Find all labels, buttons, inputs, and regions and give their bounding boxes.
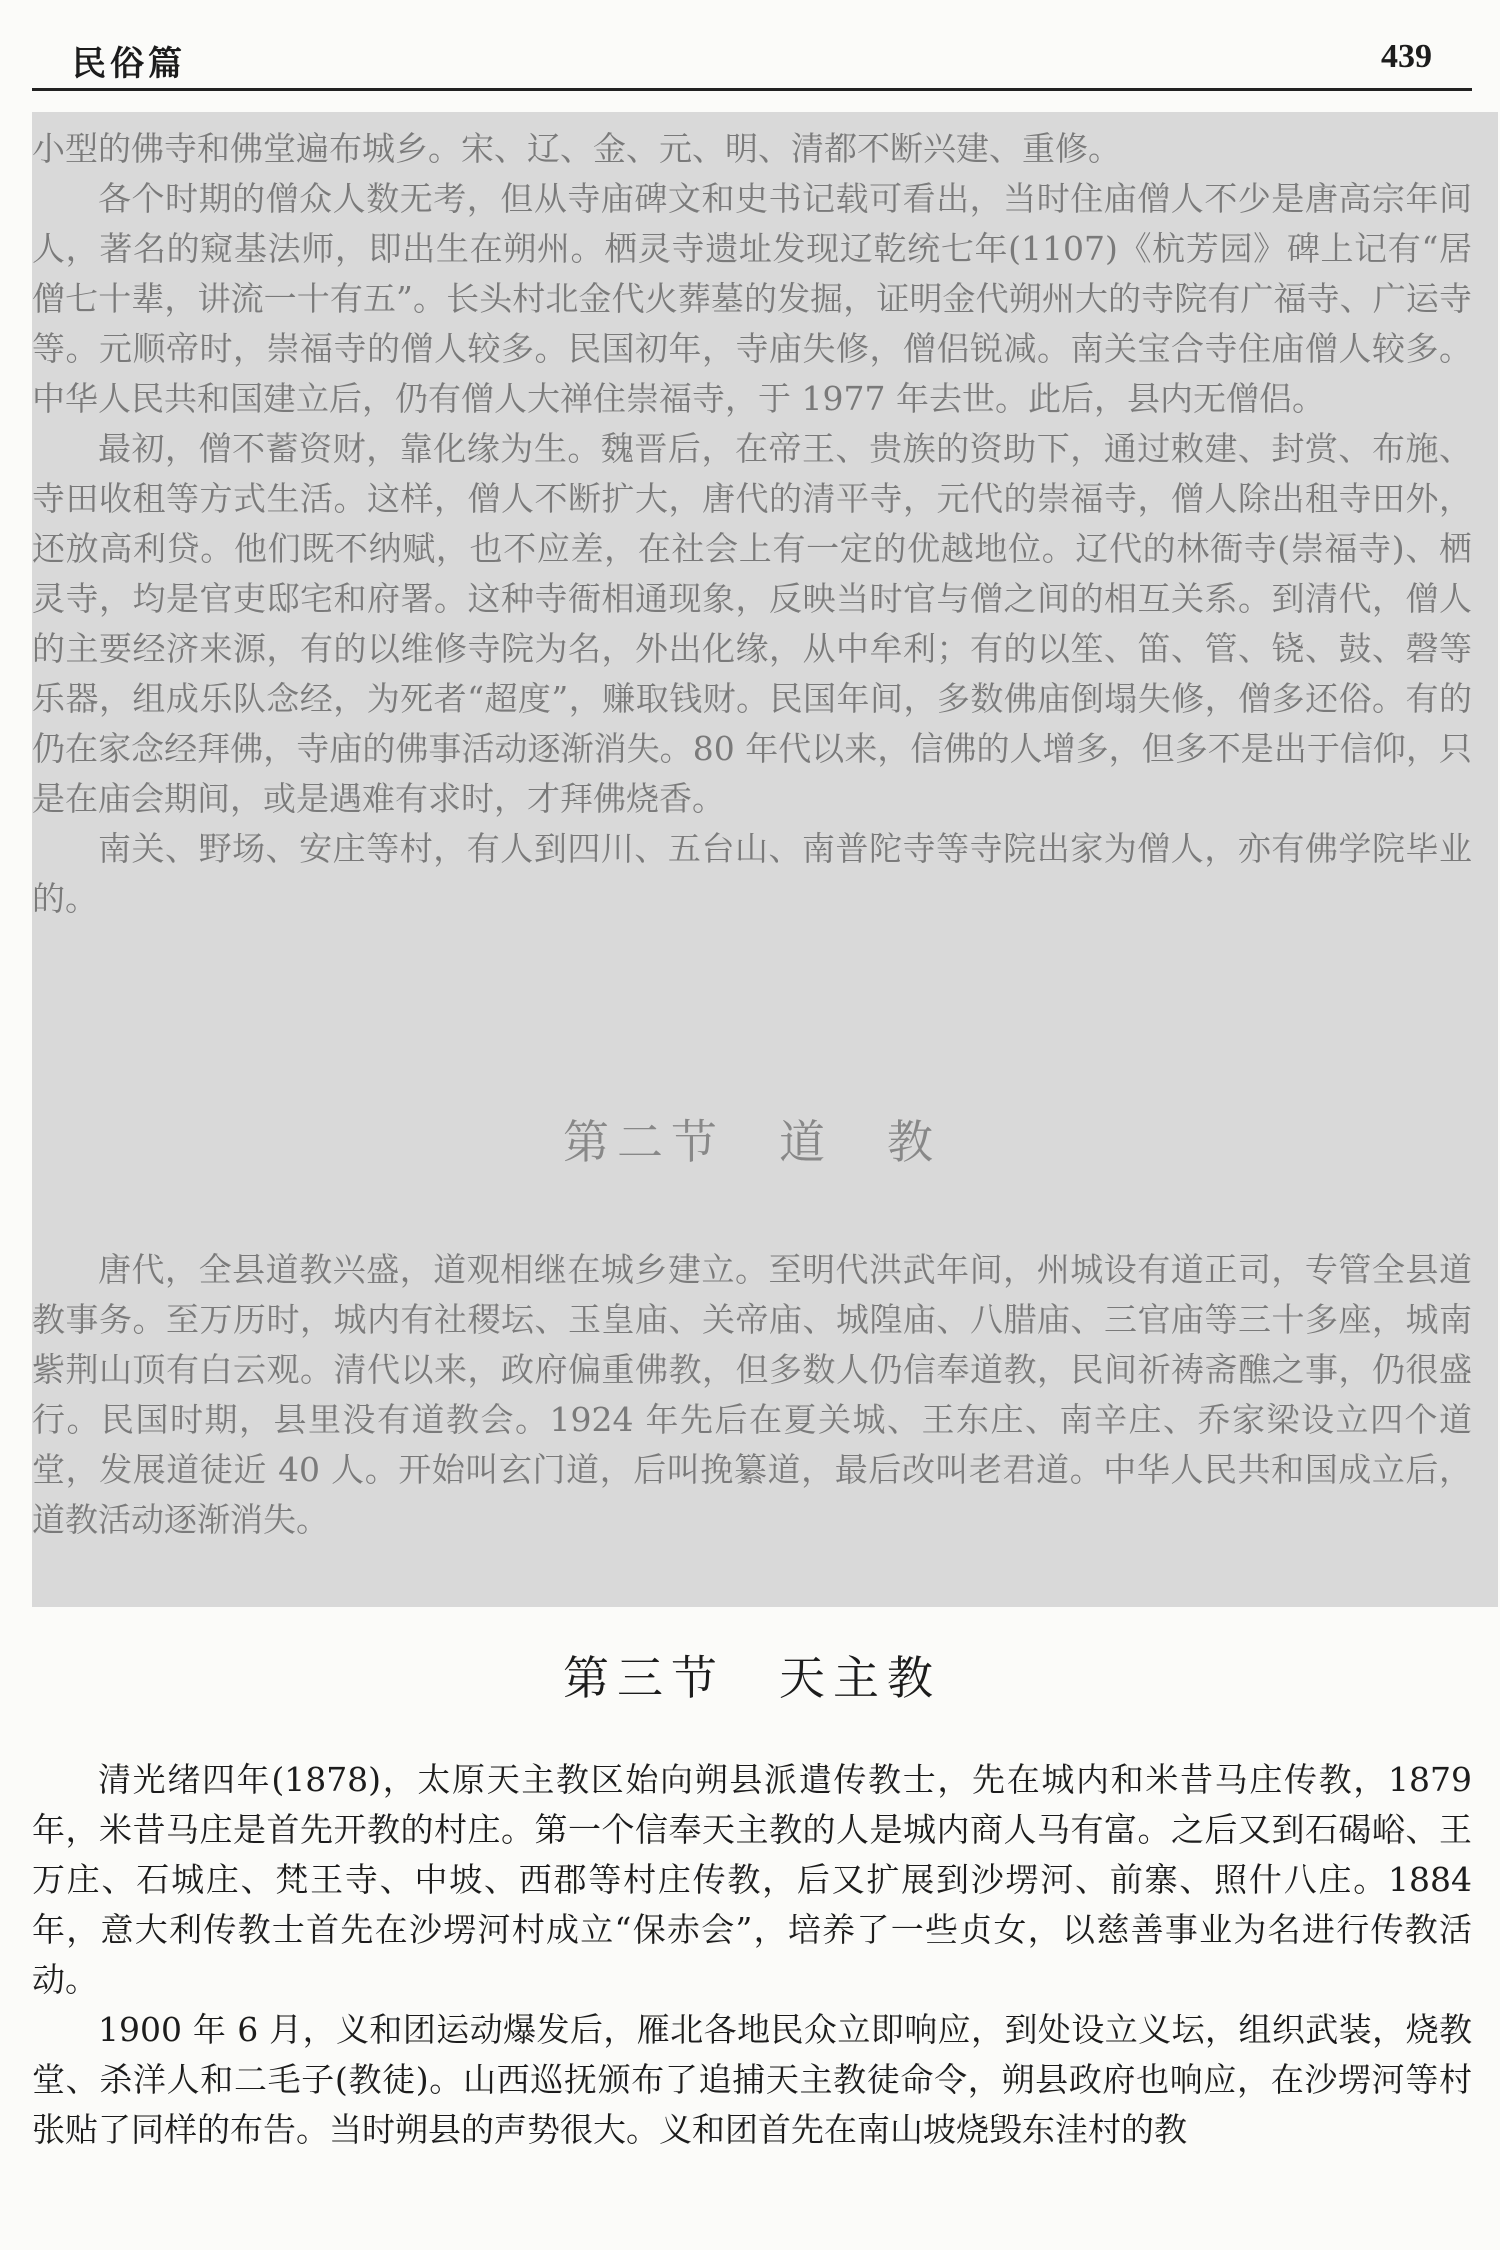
section-title: 民俗篇 [72, 44, 186, 84]
highlighted-region [32, 112, 1498, 1607]
paragraph: 南关、野场、安庄等村，有人到四川、五台山、南普陀寺等寺院出家为僧人，亦有佛学院毕业的。 [32, 829, 1472, 918]
buddhism-text [32, 124, 1472, 924]
section-heading-catholicism: 第三节 天主教 [563, 1651, 941, 1705]
page-number: 439 [1381, 38, 1432, 75]
paragraph: 1900 年 6 月，义和团运动爆发后，雁北各地民众立即响应，到处设立义坛，组织武装，烧教堂、杀洋人和二毛子(教徒)。山西巡抚颁布了追捕天主教徒命令，朔县政府也响应，在沙塄河等村张贴了同样的布告。当时朔县的声势很大。义和团首先在南山坡烧毁东洼村的教 [32, 2010, 1472, 2149]
paragraph: 各个时期的僧众人数无考，但从寺庙碑文和史书记载可看出，当时住庙僧人不少是唐高宗年间人，著名的窥基法师，即出生在朔州。栖灵寺遗址发现辽乾统七年(1107)《杭芳园》碑上记有“居僧七十辈，讲流一十有五”。长头村北金代火葬墓的发掘，证明金代朔州大的寺院有广福寺、广运寺等。元顺帝时，崇福寺的僧人较多。民国初年，寺庙失修，僧侣锐减。南关宝合寺住庙僧人较多。中华人民共和国建立后，仍有僧人大禅住崇福寺，于 1977 年去世。此后，县内无僧侣。 [32, 179, 1472, 418]
paragraph: 最初，僧不蓄资财，靠化缘为生。魏晋后，在帝王、贵族的资助下，通过敕建、封赏、布施、寺田收租等方式生活。这样，僧人不断扩大，唐代的清平寺，元代的崇福寺，僧人除出租寺田外，还放高利贷。他们既不纳赋，也不应差，在社会上有一定的优越地位。辽代的林衙寺(崇福寺)、栖灵寺，均是官吏邸宅和府署。这种寺衙相通现象，反映当时官与僧之间的相互关系。到清代，僧人的主要经济来源，有的以维修寺院为名，外出化缘，从中牟利；有的以笙、笛、管、铙、鼓、磬等乐器，组成乐队念经，为死者“超度”，赚取钱财。民国年间，多数佛庙倒塌失修，僧多还俗。有的仍在家念经拜佛，寺庙的佛事活动逐渐消失。80 年代以来，信佛的人增多，但多不是出于信仰，只是在庙会期间，或是遇难有求时，才拜佛烧香。 [32, 429, 1472, 818]
paragraph: 小型的佛寺和佛堂遍布城乡。宋、辽、金、元、明、清都不断兴建、重修。 [32, 129, 1121, 168]
catholicism-text [32, 1755, 1472, 2155]
page-header [32, 28, 1472, 88]
section-heading-daoism: 第二节 道 教 [563, 1115, 941, 1169]
paragraph: 清光绪四年(1878)，太原天主教区始向朔县派遣传教士，先在城内和米昔马庄传教，1879 年，米昔马庄是首先开教的村庄。第一个信奉天主教的人是城内商人马有富。之后又到石碣峪、王万庄、石城庄、梵王寺、中坡、西郡等村庄传教，后又扩展到沙塄河、前寨、照什八庄。1884 年，意大利传教士首先在沙塄河村成立“保赤会”，培养了一些贞女，以慈善事业为名进行传教活动。 [32, 1760, 1472, 1999]
header-rule [32, 88, 1472, 91]
paragraph: 唐代，全县道教兴盛，道观相继在城乡建立。至明代洪武年间，州城设有道正司，专管全县道教事务。至万历时，城内有社稷坛、玉皇庙、关帝庙、城隍庙、八腊庙、三官庙等三十多座，城南紫荆山顶有白云观。清代以来，政府偏重佛教，但多数人仍信奉道教，民间祈祷斋醮之事，仍很盛行。民国时期，县里没有道教会。1924 年先后在夏关城、王东庄、南辛庄、乔家梁设立四个道堂，发展道徒近 40 人。开始叫玄门道，后叫挽纂道，最后改叫老君道。中华人民共和国成立后，道教活动逐渐消失。 [32, 1250, 1472, 1539]
daoism-text [32, 1245, 1472, 1545]
